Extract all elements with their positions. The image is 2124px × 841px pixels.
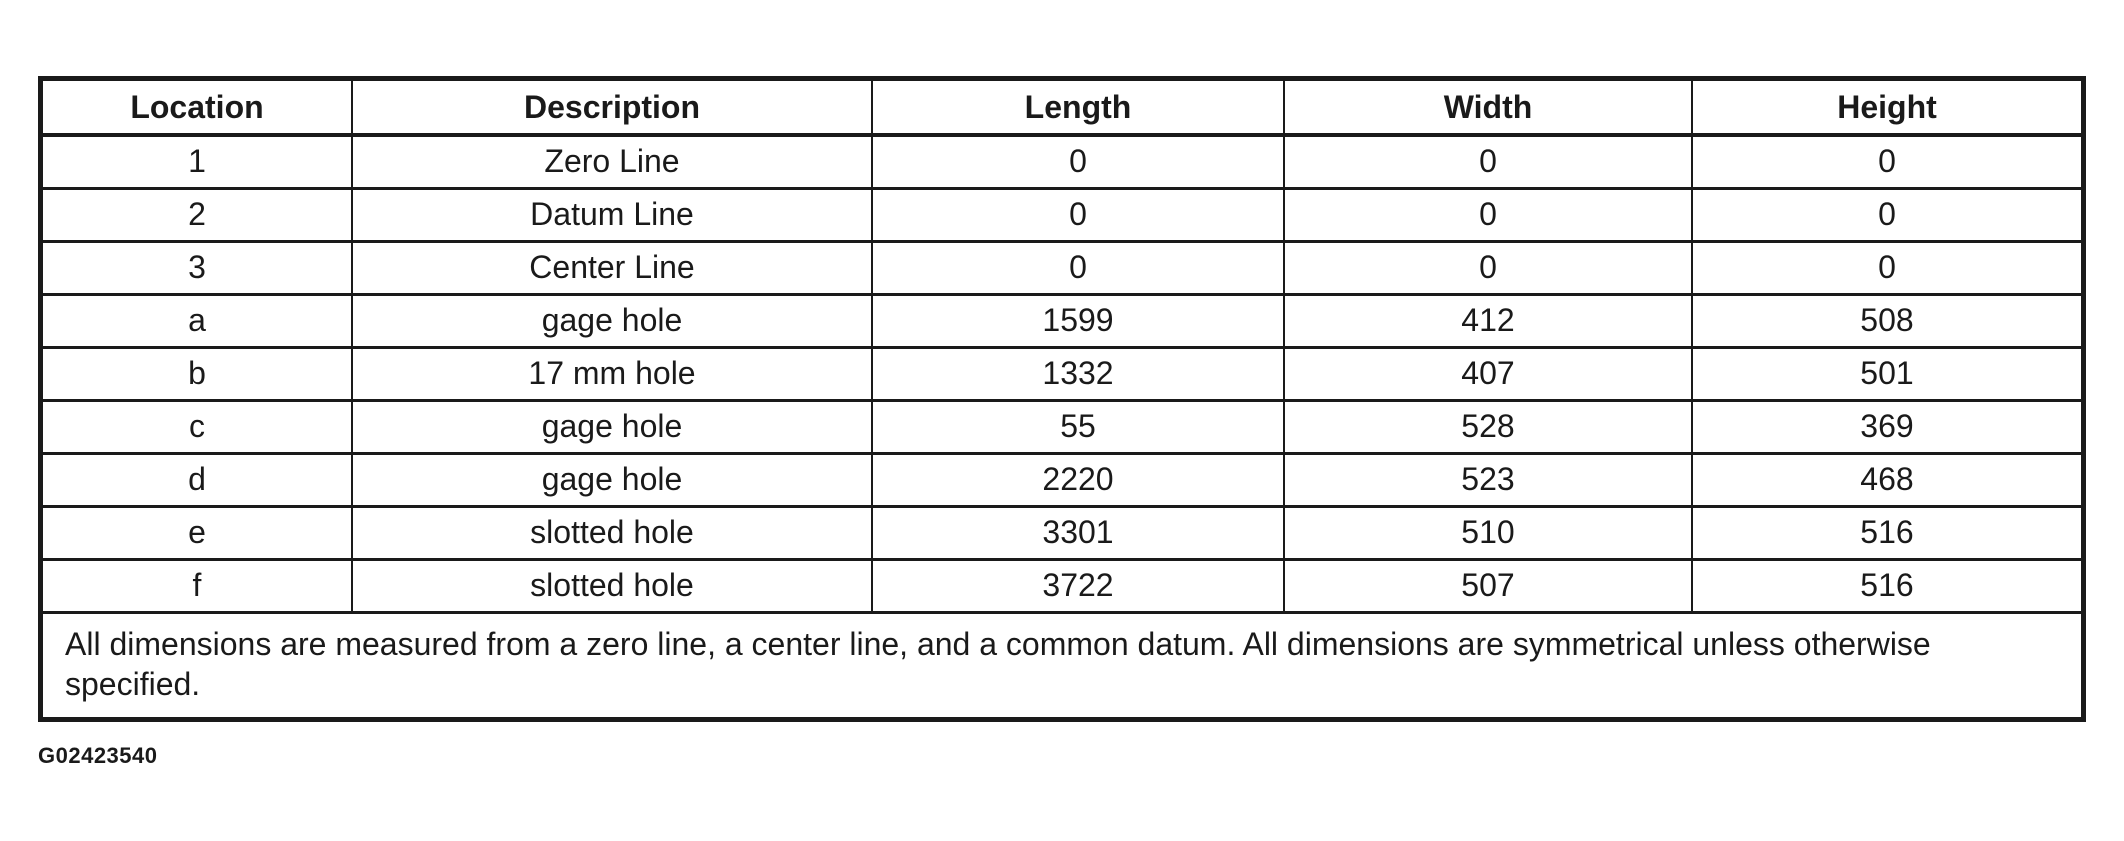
cell-width: 0 bbox=[1284, 188, 1692, 241]
cell-description: gage hole bbox=[352, 453, 872, 506]
cell-height: 0 bbox=[1692, 135, 2081, 188]
cell-location: c bbox=[43, 400, 352, 453]
cell-height: 516 bbox=[1692, 559, 2081, 612]
table-row bbox=[43, 400, 2081, 453]
cell-description: slotted hole bbox=[352, 559, 872, 612]
cell-height: 0 bbox=[1692, 241, 2081, 294]
cell-location: 2 bbox=[43, 188, 352, 241]
header-length: Length bbox=[872, 81, 1284, 135]
cell-location: b bbox=[43, 347, 352, 400]
table-note-row bbox=[43, 612, 2081, 710]
cell-length: 1599 bbox=[872, 294, 1284, 347]
table-row bbox=[43, 241, 2081, 294]
cell-length: 0 bbox=[872, 188, 1284, 241]
cell-length: 0 bbox=[872, 135, 1284, 188]
cell-location: e bbox=[43, 506, 352, 559]
cell-description: 17 mm hole bbox=[352, 347, 872, 400]
cell-height: 501 bbox=[1692, 347, 2081, 400]
cell-location: 1 bbox=[43, 135, 352, 188]
cell-width: 507 bbox=[1284, 559, 1692, 612]
table-row bbox=[43, 453, 2081, 506]
cell-height: 0 bbox=[1692, 188, 2081, 241]
cell-location: a bbox=[43, 294, 352, 347]
cell-description: slotted hole bbox=[352, 506, 872, 559]
cell-description: Center Line bbox=[352, 241, 872, 294]
table-note: All dimensions are measured from a zero line, a center line, and a common datum. All dimensions are symmetrical unless otherwise specified. bbox=[43, 612, 2081, 710]
header-width: Width bbox=[1284, 81, 1692, 135]
cell-width: 0 bbox=[1284, 241, 1692, 294]
table-row bbox=[43, 135, 2081, 188]
cell-length: 2220 bbox=[872, 453, 1284, 506]
cell-width: 523 bbox=[1284, 453, 1692, 506]
table-row bbox=[43, 559, 2081, 612]
header-height: Height bbox=[1692, 81, 2081, 135]
table-row bbox=[43, 506, 2081, 559]
cell-description: gage hole bbox=[352, 294, 872, 347]
cell-width: 0 bbox=[1284, 135, 1692, 188]
header-description: Description bbox=[352, 81, 872, 135]
cell-height: 369 bbox=[1692, 400, 2081, 453]
cell-width: 407 bbox=[1284, 347, 1692, 400]
table-row bbox=[43, 188, 2081, 241]
cell-length: 55 bbox=[872, 400, 1284, 453]
cell-height: 508 bbox=[1692, 294, 2081, 347]
cell-length: 0 bbox=[872, 241, 1284, 294]
cell-length: 3722 bbox=[872, 559, 1284, 612]
header-location: Location bbox=[43, 81, 352, 135]
cell-length: 1332 bbox=[872, 347, 1284, 400]
cell-description: gage hole bbox=[352, 400, 872, 453]
table-row bbox=[43, 347, 2081, 400]
cell-length: 3301 bbox=[872, 506, 1284, 559]
cell-height: 516 bbox=[1692, 506, 2081, 559]
cell-height: 468 bbox=[1692, 453, 2081, 506]
dimension-table bbox=[43, 81, 2081, 710]
cell-description: Datum Line bbox=[352, 188, 872, 241]
cell-width: 412 bbox=[1284, 294, 1692, 347]
cell-location: d bbox=[43, 453, 352, 506]
figure-code: G02423540 bbox=[38, 743, 158, 768]
table-header-row bbox=[43, 81, 2081, 135]
table-row bbox=[43, 294, 2081, 347]
cell-width: 528 bbox=[1284, 400, 1692, 453]
cell-description: Zero Line bbox=[352, 135, 872, 188]
cell-location: 3 bbox=[43, 241, 352, 294]
dimension-table-frame bbox=[38, 76, 2086, 722]
cell-width: 510 bbox=[1284, 506, 1692, 559]
cell-location: f bbox=[43, 559, 352, 612]
